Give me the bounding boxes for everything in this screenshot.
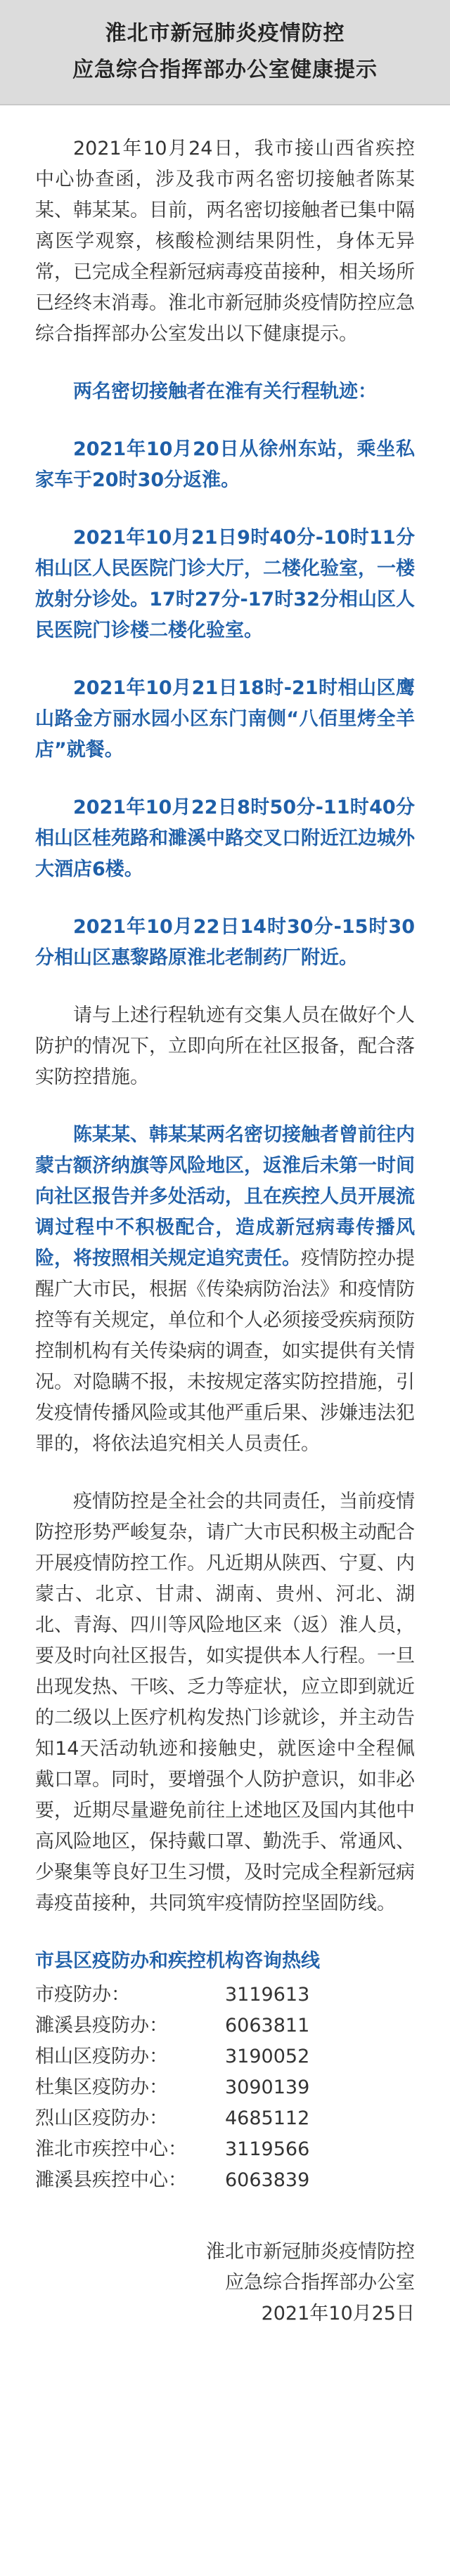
trajectory-item: 2021年10月22日8时50分-11时40分相山区桂苑路和濉溪中路交叉口附近江边城外大酒店6楼。 <box>35 797 415 880</box>
hotline-name: 濉溪县疾控中心： <box>35 2169 187 2191</box>
hotline-phone[interactable]: 4685112 <box>225 2107 310 2129</box>
hotline-name: 杜集区疫防办： <box>35 2077 168 2098</box>
notice-header <box>0 0 450 105</box>
signature-date: 2021年10月25日 <box>261 2303 415 2325</box>
trajectory-item: 2021年10月21日18时-21时相山区鹰山路金方丽水园小区东门南侧“八佰里烤全羊店”就餐。 <box>35 677 415 761</box>
notice-body <box>0 105 450 2358</box>
hotline-row <box>35 1980 415 2011</box>
trajectory-item: 2021年10月21日9时40分-10时11分相山区人民医院门诊大厅，二楼化验室，一楼放射分诊处。17时27分-17时32分相山区人民医院门诊楼二楼化验室。 <box>35 527 415 641</box>
intro-paragraph: 2021年10月24日，我市接山西省疾控中心协查函，涉及我市两名密切接触者陈某某、韩某某。目前，两名密切接触者已集中隔离医学观察，核酸检测结果阴性，身体无异常，已完成全程新冠病毒疫苗接种，相关场所已经终末消毒。淮北市新冠肺炎疫情防控应急综合指挥部办公室发出以下健康提示。 <box>35 138 415 345</box>
hotline-name: 濉溪县疫防办： <box>35 2015 168 2036</box>
trajectory-item: 2021年10月22日14时30分-15时30分相山区惠黎路原淮北老制药厂附近。 <box>35 916 415 969</box>
legal-paragraph <box>35 1120 415 1460</box>
hotline-phone[interactable]: 3090139 <box>225 2077 310 2098</box>
prevention-paragraph: 疫情防控是全社会的共同责任，当前疫情防控形势严峻复杂，请广大市民积极主动配合开展疫情防控工作。凡近期从陕西、宁夏、内蒙古、北京、甘肃、湖南、贵州、河北、湖北、青海、四川等风险地区来（返）淮人员，要及时向社区报告，如实提供本人行程。一旦出现发热、干咳、乏力等症状，应立即到就近的二级以上医疗机构发热门诊就诊，并主动告知14天活动轨迹和接触史，就医途中全程佩戴口罩。同时，要增强个人防护意识，如非必要，近期尽量避免前往上述地区及国内其他中高风险地区，保持戴口罩、勤洗手、常通风、少聚集等良好卫生习惯，及时完成全程新冠病毒疫苗接种，共同筑牢疫情防控坚固防线。 <box>35 1491 415 1914</box>
hotline-phone[interactable]: 6063839 <box>225 2169 310 2191</box>
hotline-row <box>35 2165 415 2196</box>
signature-org-line2: 应急综合指挥部办公室 <box>225 2272 415 2294</box>
legal-paragraph-bold: 陈某某、韩某某两名密切接触者曾前往内蒙古额济纳旗等风险地区，返淮后未第一时间向社区报告并多处活动，且在疾控人员开展流调过程中不积极配合，造成新冠病毒传播风险，将按照相关规定追究责任。 <box>35 1124 415 1269</box>
hotline-row <box>35 2041 415 2072</box>
trajectory-item: 2021年10月20日从徐州东站，乘坐私家车于20时30分返淮。 <box>35 438 415 491</box>
hotline-phone[interactable]: 6063811 <box>225 2015 310 2036</box>
hotline-name: 淮北市疾控中心： <box>35 2138 187 2160</box>
hotline-title: 市县区疫防办和疾控机构咨询热线 <box>35 1950 320 1972</box>
trajectory-heading: 两名密切接触者在淮有关行程轨迹： <box>73 381 377 403</box>
hotline-phone[interactable]: 3190052 <box>225 2046 310 2067</box>
signature-org-line1: 淮北市新冠肺炎疫情防控 <box>206 2241 415 2263</box>
legal-paragraph-rest: 疫情防控办提醒广大市民，根据《传染病防治法》和疫情防控等有关规定，单位和个人必须接受疾病预防控制机构有关传染病的调查，如实提供有关情况。对隐瞒不报，未按规定落实防控措施，引发疫情传播风险或其他严重后果、涉嫌违法犯罪的，将依法追究相关人员责任。 <box>35 1248 415 1455</box>
report-paragraph: 请与上述行程轨迹有交集人员在做好个人防护的情况下，立即向所在社区报备，配合落实防控措施。 <box>35 1005 415 1088</box>
hotline-row <box>35 2011 415 2041</box>
hotline-row <box>35 2103 415 2134</box>
hotline-name: 相山区疫防办： <box>35 2046 168 2067</box>
header-title-line1: 淮北市新冠肺炎疫情防控 <box>105 21 345 46</box>
header-title-line2: 应急综合指挥部办公室健康提示 <box>72 58 378 82</box>
hotline-phone[interactable]: 3119613 <box>225 1984 310 2006</box>
hotline-section <box>35 1946 415 2196</box>
hotline-phone[interactable]: 3119566 <box>225 2138 310 2160</box>
hotline-name: 烈山区疫防办： <box>35 2107 168 2129</box>
hotline-name: 市疫防办： <box>35 1984 130 2006</box>
signature-block <box>35 2237 415 2329</box>
hotline-row <box>35 2072 415 2103</box>
hotline-row <box>35 2134 415 2165</box>
